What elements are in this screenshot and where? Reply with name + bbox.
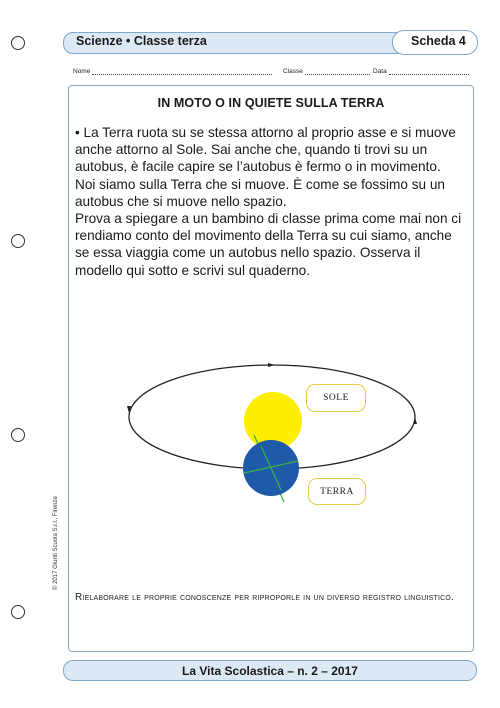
- body-text: [75, 124, 467, 279]
- footer-bar: [63, 660, 477, 681]
- orbit-svg: [68, 350, 472, 520]
- orbit-diagram: [68, 350, 472, 520]
- earth-label: TERRA: [308, 478, 366, 505]
- binder-hole: [11, 234, 25, 248]
- paragraph-3: Prova a spiegare a un bambino di classe prima come mai non ci rendiamo conto del movimento della Terra su cui siamo, anche se essa viaggia come un autobus nello spazio. Osserva il modello qui sotto e scrivi sul quaderno.: [75, 211, 462, 278]
- activity-caption: Rielaborare le proprie conoscenze per riproporle in un diverso registro linguistico.: [75, 592, 454, 603]
- name-line[interactable]: [92, 67, 272, 75]
- class-label: Classe: [283, 68, 303, 75]
- copyright-text: © 2017 Giunti Scuola S.r.l., Firenze: [53, 496, 59, 590]
- page-title: IN MOTO O IN QUIETE SULLA TERRA: [157, 96, 385, 110]
- footer-text: La Vita Scolastica – n. 2 – 2017: [182, 663, 358, 678]
- date-line[interactable]: [389, 67, 469, 75]
- paragraph-1: • La Terra ruota su se stessa attorno al proprio asse e si muove anche attorno al Sole. Sai anche che, quando ti trovi su un autobus, è facile capire se l’autobus è fermo o in movimento.: [75, 125, 456, 175]
- date-label: Data: [373, 68, 387, 75]
- binder-hole: [11, 605, 25, 619]
- sheet-number: Scheda 4: [411, 34, 466, 48]
- orbit-arrow-top: [268, 363, 275, 367]
- name-label: Nome: [73, 68, 91, 75]
- sun-label: SOLE: [306, 384, 366, 412]
- student-fields: [73, 67, 473, 79]
- binder-hole: [11, 428, 25, 442]
- class-line[interactable]: [305, 67, 370, 75]
- paragraph-2: Noi siamo sulla Terra che si muove. È come se fossimo su un autobus che si muove nello spazio.: [75, 176, 445, 209]
- orbit-arrow-right: [413, 417, 417, 424]
- binder-hole: [11, 36, 25, 50]
- subject-label: Scienze • Classe terza: [76, 34, 207, 48]
